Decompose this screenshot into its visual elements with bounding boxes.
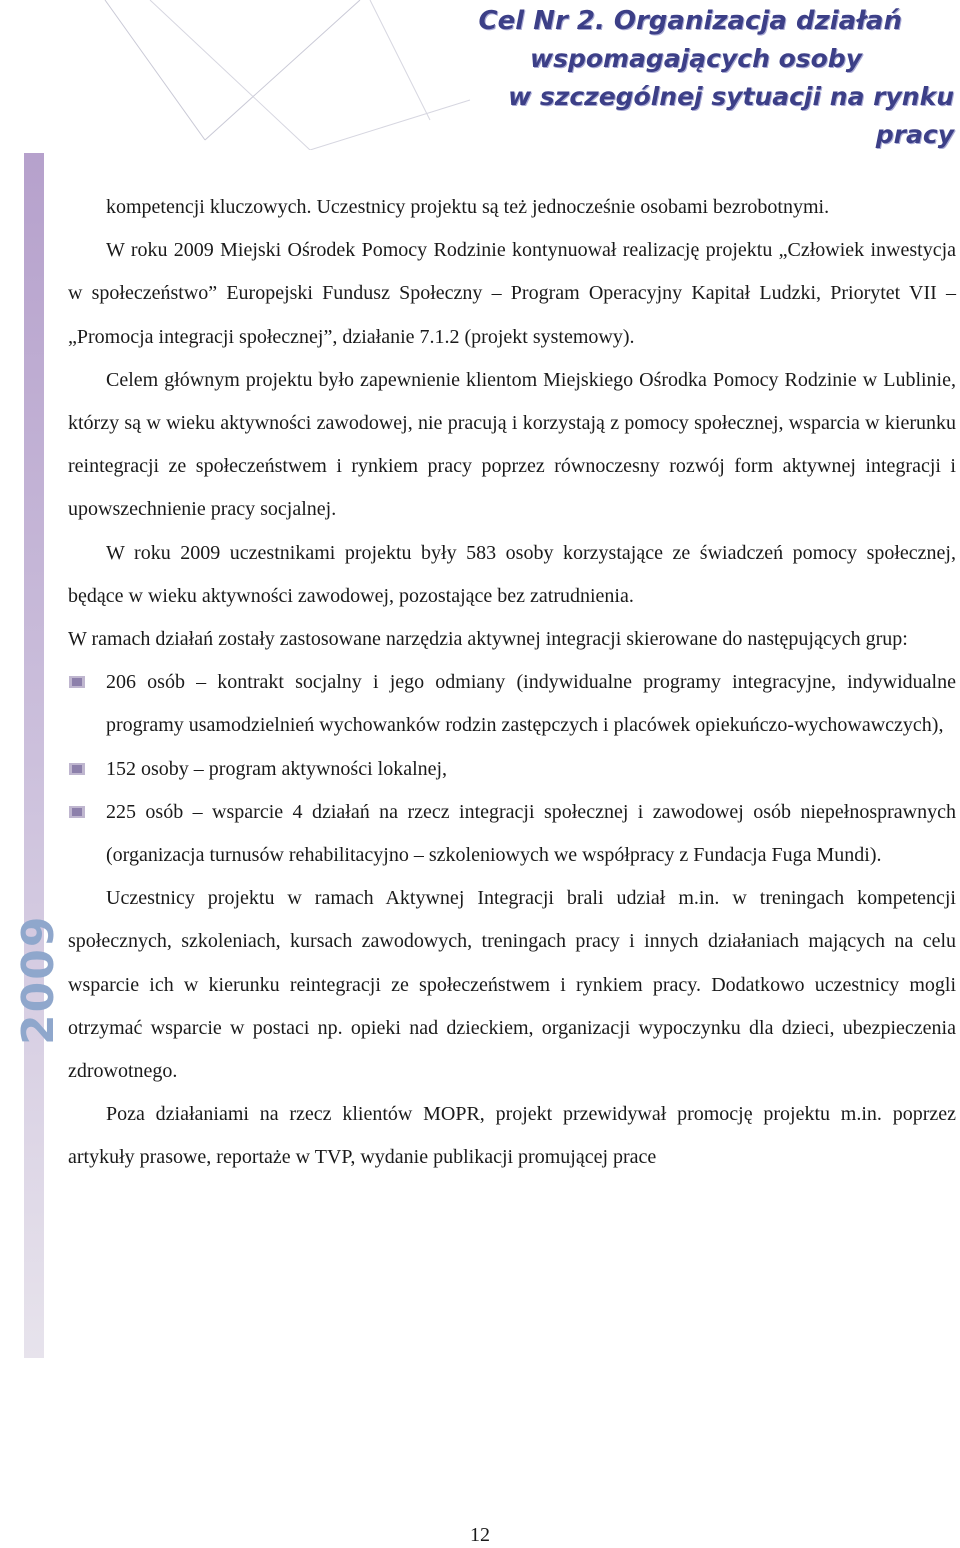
paragraph: Celem głównym projektu było zapewnienie klientom Miejskiego Ośrodka Pomocy Rodzinie w Lublinie, którzy są w wieku aktywności zawodowej, nie pracują i korzystają z pomocy społecznej, wsparcia w kierunku reintegracji ze społeczeństwem i rynkiem pracy poprzez równoczesny rozwój form aktywnej integracji i upowszechnienie pracy socjalnej. [68,368,956,521]
page-number: 12 [470,1524,490,1546]
paragraph: W roku 2009 uczestnikami projektu były 583 osoby korzystające ze świadczeń pomocy społecznej, będące w wieku aktywności zawodowej, pozostające bez zatrudnienia. [68,541,956,607]
paragraph: Poza działaniami na rzecz klientów MOPR, projekt przewidywał promocję projektu m.in. poprzez artykuły prasowe, reportaże w TVP, wydanie publikacji promującej prace [68,1103,956,1169]
body-text [68,186,956,1180]
paragraph: kompetencji kluczowych. Uczestnicy projektu są też jednocześnie osobami bezrobotnymi. [106,196,830,218]
title-line: Cel Nr 2. Organizacja działań [478,6,902,36]
list-item [68,661,956,747]
year-label: 2009 [13,914,64,1045]
list-item [68,748,956,791]
paragraph: W ramach działań zostały zastosowane narzędzia aktywnej integracji skierowane do następujących grup: [68,628,908,651]
paragraph: W roku 2009 Miejski Ośrodek Pomocy Rodzinie kontynuował realizację projektu „Człowiek inwestycja w społeczeństwo” Europejski Fundusz Społeczny – Program Operacyjny Kapitał Ludzki, Priorytet VII – „Promocja integracji społecznej”, działanie 7.1.2 (projekt systemowy). [68,239,956,348]
title-line: w szczególnej sytuacji na rynku pracy [508,82,954,149]
list-item-text: 152 osoby – program aktywności lokalnej, [106,757,448,780]
title-line: wspomagających osoby [529,44,862,73]
paragraph: Uczestnicy projektu w ramach Aktywnej Integracji brali udział m.in. w treningach kompetencji społecznych, szkoleniach, kursach zawodowych, treningach pracy i innych działaniach mających na celu wsparcie ich w kierunku reintegracji ze społeczeństwem i rynkiem pracy. Dodatkowo uczestnicy mogli otrzymać wsparcie w postaci np. opieki nad dzieckiem, organizacji wypoczynku dla dzieci, ubezpieczenia zdrowotnego. [68,887,956,1083]
left-decorative-strip [24,153,44,1358]
list-item-text: 225 osób – wsparcie 4 działań na rzecz integracji społecznej i zawodowej osób niepełnosprawnych (organizacja turnusów rehabilitacyjno – szkoleniowych we współpracy z Fundacja Fuga Mundi). [106,800,956,867]
target-groups-list [68,661,956,877]
list-item-text: 206 osób – kontrakt socjalny i jego odmiany (indywidualne programy integracyjne, indywidualne programy usamodzielnień wychowanków rodzin zastępczych i placówek opiekuńczo-wychowawczych), [106,671,956,737]
page-header [0,0,960,150]
list-item [68,791,956,877]
square-bullet-icon [68,805,86,819]
section-title [454,2,954,154]
square-bullet-icon [68,762,86,776]
square-bullet-icon [68,675,86,689]
